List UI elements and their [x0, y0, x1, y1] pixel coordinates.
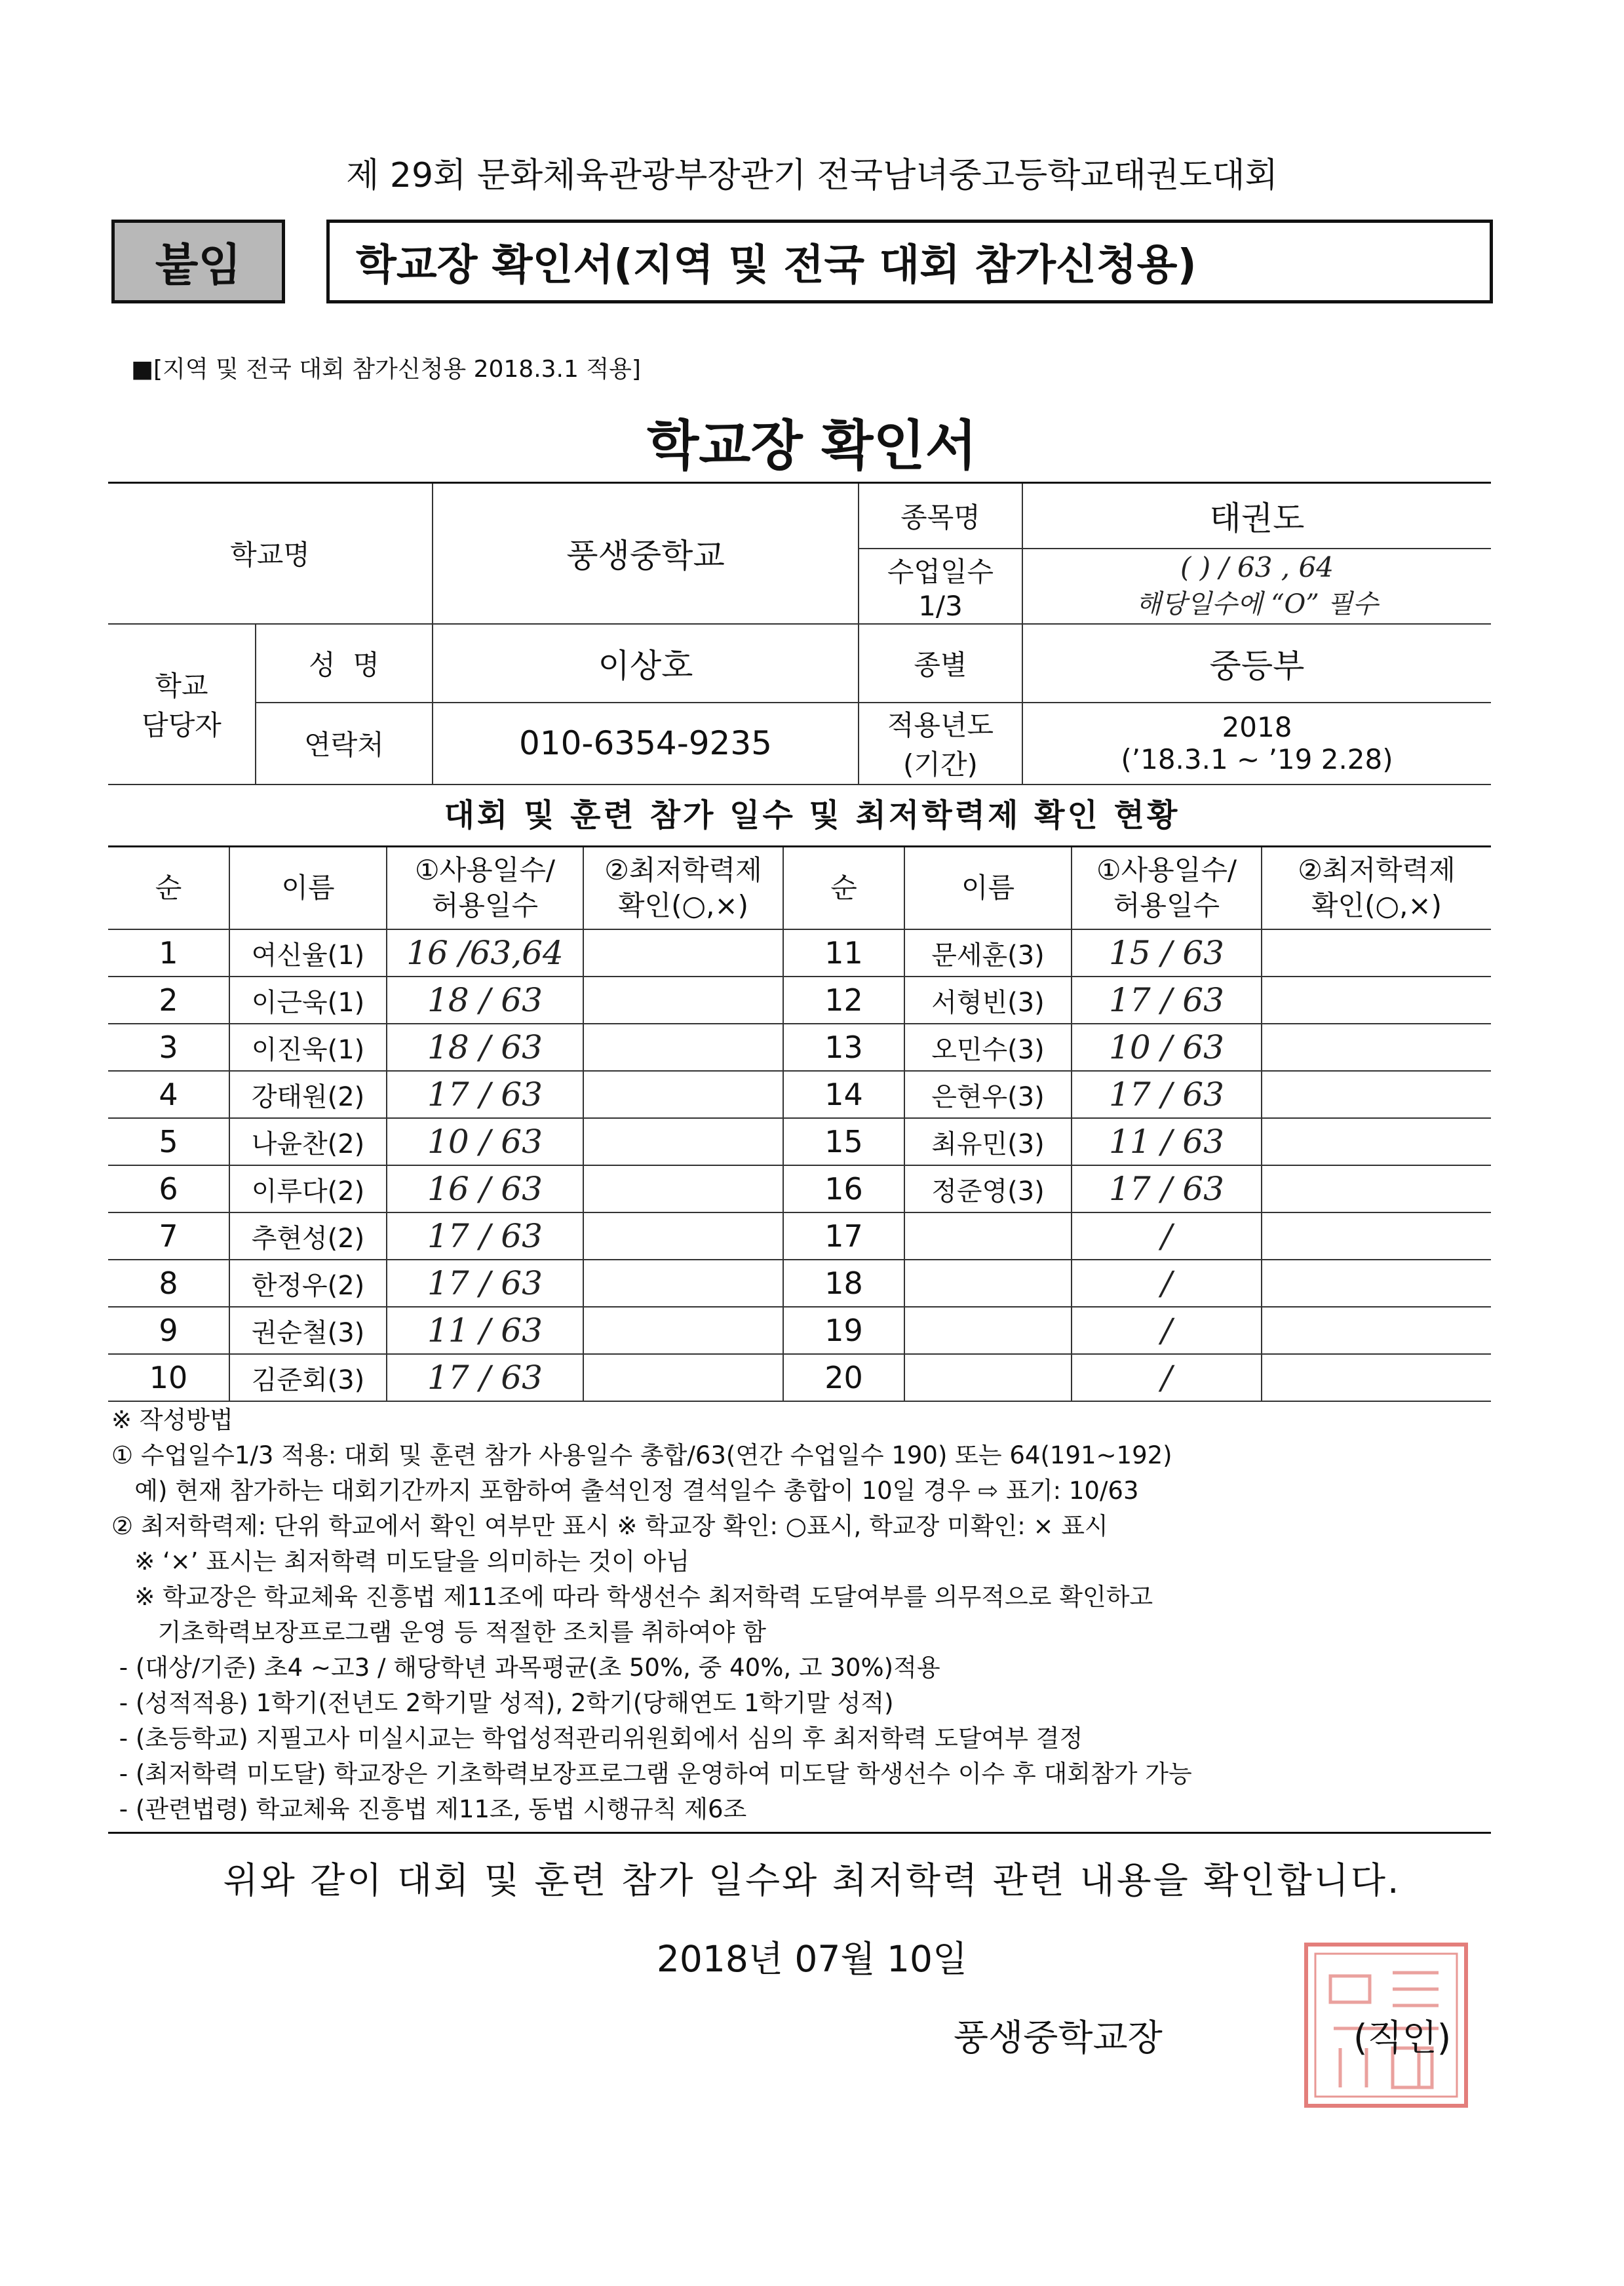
summary-heading: 대회 및 훈련 참가 일수 및 최저학력제 확인 현황 — [444, 797, 1180, 834]
header-usage-line1: ①사용일수/ — [414, 854, 556, 886]
category-label: 종별 — [859, 624, 1022, 703]
instruction-line: 기초학력보장프로그램 운영 등 적절한 조치를 취하여야 함 — [111, 1618, 766, 1646]
athlete-name: 은현우(3) — [904, 1071, 1072, 1118]
athlete-usage: 11 / 63 — [387, 1307, 583, 1354]
table-row — [108, 1354, 1491, 1401]
athlete-check — [583, 1260, 783, 1307]
header-num: 순 — [108, 847, 229, 930]
athlete-name: 김준회(3) — [229, 1354, 387, 1401]
athlete-table — [108, 845, 1491, 1402]
athlete-name: 문세훈(3) — [904, 929, 1072, 977]
athlete-usage: 17 / 63 — [387, 1071, 583, 1118]
athlete-num: 9 — [108, 1307, 229, 1354]
athlete-usage: 17 / 63 — [387, 1260, 583, 1307]
manager-label-line1: 학교 — [155, 670, 208, 702]
header-check-line2: 확인(○,×) — [1311, 889, 1442, 921]
athlete-name: 이근욱(1) — [229, 977, 387, 1024]
athlete-num: 12 — [783, 977, 904, 1024]
athlete-num: 13 — [783, 1024, 904, 1071]
category-value: 중등부 — [1022, 624, 1491, 703]
athlete-num: 17 — [783, 1212, 904, 1260]
athlete-check — [583, 1118, 783, 1165]
athlete-check — [583, 1024, 783, 1071]
athlete-usage: 16 / 63 — [387, 1165, 583, 1212]
confirmation-statement: 위와 같이 대회 및 훈련 참가 일수와 최저학력 관련 내용을 확인합니다. — [223, 1859, 1401, 1901]
instruction-line: ② 최저학력제: 단위 학교에서 확인 여부만 표시 ※ 학교장 확인: ○표시, 학교장 미확인: × 표시 — [111, 1512, 1108, 1540]
athlete-check — [1262, 929, 1491, 977]
athlete-check — [1262, 1118, 1491, 1165]
athlete-num: 7 — [108, 1212, 229, 1260]
instruction-line: - (관련법령) 학교체육 진흥법 제11조, 동법 시행규칙 제6조 — [111, 1795, 747, 1823]
athlete-name: 이루다(2) — [229, 1165, 387, 1212]
athlete-num: 2 — [108, 977, 229, 1024]
athlete-usage: / — [1072, 1307, 1262, 1354]
athlete-num: 5 — [108, 1118, 229, 1165]
athlete-name: 최유민(3) — [904, 1118, 1072, 1165]
instruction-line: - (대상/기준) 초4 ~고3 / 해당학년 과목평균(초 50%, 중 40%, 고 30%)적용 — [111, 1654, 940, 1682]
instruction-line: - (최저학력 미도달) 학교장은 기초학력보장프로그램 운영하여 미도달 학생선수 이수 후 대회참가 가능 — [111, 1760, 1192, 1788]
header-num: 순 — [783, 847, 904, 930]
athlete-usage: 17 / 63 — [1072, 1071, 1262, 1118]
athlete-num: 4 — [108, 1071, 229, 1118]
confirmation-date: 2018년 07월 10일 — [656, 1938, 968, 1980]
school-name-value: 풍생중학교 — [433, 483, 859, 624]
manager-name-label: 성 명 — [256, 624, 433, 703]
header-usage — [387, 847, 583, 930]
form-title-box: 학교장 확인서(지역 및 전국 대회 참가신청용) — [326, 220, 1493, 303]
school-days-value — [1022, 549, 1491, 624]
header-check — [1262, 847, 1491, 930]
athlete-check — [1262, 1260, 1491, 1307]
athlete-usage: 15 / 63 — [1072, 929, 1262, 977]
athlete-num: 15 — [783, 1118, 904, 1165]
year-label — [859, 703, 1022, 785]
athlete-check — [1262, 1165, 1491, 1212]
year-label-line2: (기간) — [903, 748, 978, 781]
event-value: 태권도 — [1022, 483, 1491, 549]
athlete-num: 8 — [108, 1260, 229, 1307]
year-value-line2: (’18.3.1 ~ ’19 2.28) — [1121, 743, 1393, 775]
athlete-check — [583, 1212, 783, 1260]
school-info-table — [108, 482, 1491, 785]
header-usage — [1072, 847, 1262, 930]
contact-label: 연락처 — [256, 703, 433, 785]
school-days-label — [859, 549, 1022, 624]
instruction-line: 예) 현재 참가하는 대회기간까지 포함하여 출석인정 결석일수 총합이 10일 경우 ⇨ 표기: 10/63 — [111, 1477, 1139, 1505]
table-row — [108, 1118, 1491, 1165]
header-check-line1: ②최저학력제 — [1298, 854, 1456, 886]
athlete-check — [583, 977, 783, 1024]
manager-name-value: 이상호 — [433, 624, 859, 703]
instruction-line: ※ 작성방법 — [111, 1406, 233, 1434]
table-row — [108, 1307, 1491, 1354]
athlete-usage: 10 / 63 — [387, 1118, 583, 1165]
athlete-check — [583, 1071, 783, 1118]
school-days-label-line1: 수업일수 — [887, 555, 994, 588]
instruction-line: ※ ‘×’ 표시는 최저학력 미도달을 의미하는 것이 아님 — [111, 1547, 690, 1576]
header-name: 이름 — [229, 847, 387, 930]
header-name: 이름 — [904, 847, 1072, 930]
manager-label-line2: 담당자 — [142, 709, 222, 741]
seal-mark-label: (직인) — [1353, 2017, 1452, 2059]
athlete-num: 18 — [783, 1260, 904, 1307]
athlete-check — [1262, 1024, 1491, 1071]
header-usage-line1: ①사용일수/ — [1096, 854, 1237, 886]
event-title: 제 29회 문화체육관광부장관기 전국남녀중고등학교태권도대회 — [346, 156, 1278, 195]
athlete-num: 14 — [783, 1071, 904, 1118]
header-usage-line2: 허용일수 — [1113, 889, 1220, 921]
document-title: 학교장 확인서 — [647, 415, 977, 477]
event-label: 종목명 — [859, 483, 1022, 549]
school-name-label: 학교명 — [108, 483, 433, 624]
athlete-num: 20 — [783, 1354, 904, 1401]
athlete-usage: / — [1072, 1212, 1262, 1260]
athlete-name — [904, 1307, 1072, 1354]
athlete-check — [1262, 1354, 1491, 1401]
contact-value: 010-6354-9235 — [433, 703, 859, 785]
athlete-check — [583, 1165, 783, 1212]
year-value — [1022, 703, 1491, 785]
athlete-usage: 11 / 63 — [1072, 1118, 1262, 1165]
athlete-name: 추현성(2) — [229, 1212, 387, 1260]
header-usage-line2: 허용일수 — [431, 889, 539, 921]
divider — [108, 1832, 1491, 1834]
athlete-name: 여신율(1) — [229, 929, 387, 977]
athlete-name — [904, 1354, 1072, 1401]
athlete-num: 3 — [108, 1024, 229, 1071]
athlete-usage: 17 / 63 — [1072, 977, 1262, 1024]
athlete-usage: 10 / 63 — [1072, 1024, 1262, 1071]
athlete-usage: 18 / 63 — [387, 1024, 583, 1071]
athlete-usage: 16 /63,64 — [387, 929, 583, 977]
athlete-name — [904, 1212, 1072, 1260]
athlete-check — [1262, 977, 1491, 1024]
table-row — [108, 1165, 1491, 1212]
attachment-label: 붙임 — [111, 220, 285, 303]
year-label-line1: 적용년도 — [887, 709, 994, 741]
table-row — [108, 929, 1491, 977]
header-check-line1: ②최저학력제 — [604, 854, 762, 886]
instruction-line: ① 수업일수1/3 적용: 대회 및 훈련 참가 사용일수 총합/63(연간 수업일수 190) 또는 64(191~192) — [111, 1441, 1172, 1469]
athlete-name: 이진욱(1) — [229, 1024, 387, 1071]
athlete-check — [583, 1354, 783, 1401]
principal-title: 풍생중학교장 — [954, 2017, 1163, 2059]
athlete-check — [1262, 1212, 1491, 1260]
athlete-usage: 18 / 63 — [387, 977, 583, 1024]
athlete-name: 강태원(2) — [229, 1071, 387, 1118]
athlete-name: 정준영(3) — [904, 1165, 1072, 1212]
school-days-label-line2: 1/3 — [918, 589, 963, 622]
year-value-line1: 2018 — [1222, 711, 1292, 743]
athlete-check — [1262, 1307, 1491, 1354]
instruction-line: ※ 학교장은 학교체육 진흥법 제11조에 따라 학생선수 최저학력 도달여부를 의무적으로 확인하고 — [111, 1583, 1153, 1611]
table-row — [108, 1024, 1491, 1071]
athlete-usage: 17 / 63 — [1072, 1165, 1262, 1212]
athlete-check — [583, 929, 783, 977]
header-check-line2: 확인(○,×) — [617, 889, 749, 921]
table-row — [108, 1071, 1491, 1118]
instructions — [111, 1403, 1501, 1827]
school-days-ratio: ( ) / 63 , 64 — [1180, 551, 1334, 583]
athlete-name: 나윤찬(2) — [229, 1118, 387, 1165]
athlete-num: 1 — [108, 929, 229, 977]
athlete-name: 서형빈(3) — [904, 977, 1072, 1024]
athlete-name: 오민수(3) — [904, 1024, 1072, 1071]
table-row — [108, 977, 1491, 1024]
athlete-num: 19 — [783, 1307, 904, 1354]
athlete-num: 11 — [783, 929, 904, 977]
athlete-usage: / — [1072, 1354, 1262, 1401]
instruction-line: - (성적적용) 1학기(전년도 2학기말 성적), 2학기(당해연도 1학기말 성적) — [111, 1689, 894, 1717]
table-row — [108, 1260, 1491, 1307]
instruction-line: - (초등학교) 지필고사 미실시교는 학업성적관리위원회에서 심의 후 최저학력 도달여부 결정 — [111, 1724, 1083, 1753]
athlete-num: 6 — [108, 1165, 229, 1212]
manager-label — [108, 624, 256, 785]
athlete-name: 권순철(3) — [229, 1307, 387, 1354]
athlete-usage: / — [1072, 1260, 1262, 1307]
athlete-usage: 17 / 63 — [387, 1212, 583, 1260]
athlete-name: 한정우(2) — [229, 1260, 387, 1307]
school-days-note: 해당일수에 “O” 필수 — [1136, 589, 1378, 619]
table-row — [108, 1212, 1491, 1260]
athlete-num: 16 — [783, 1165, 904, 1212]
athlete-name — [904, 1260, 1072, 1307]
header-check — [583, 847, 783, 930]
athlete-check — [583, 1307, 783, 1354]
athlete-num: 10 — [108, 1354, 229, 1401]
athlete-check — [1262, 1071, 1491, 1118]
applicability-note: ■[지역 및 전국 대회 참가신청용 2018.3.1 적용] — [131, 356, 641, 383]
athlete-usage: 17 / 63 — [387, 1354, 583, 1401]
